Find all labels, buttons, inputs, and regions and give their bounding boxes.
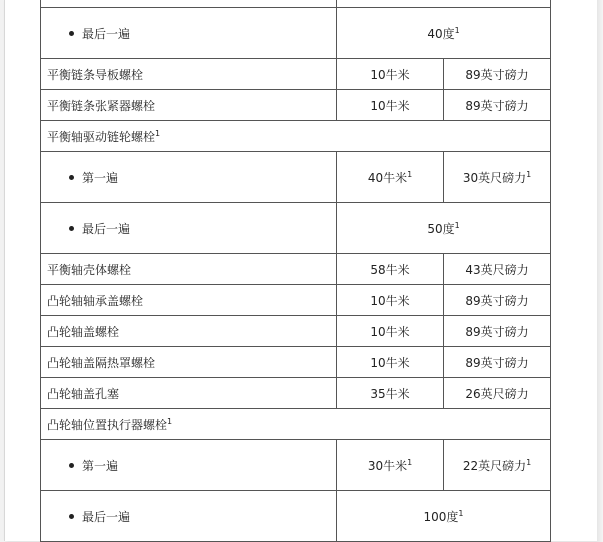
- component-cell: [41, 378, 337, 409]
- metric-value: 10牛米: [370, 355, 410, 370]
- document-page: [4, 0, 598, 541]
- metric-value: 10牛米: [370, 324, 410, 339]
- metric-value: 35牛米: [370, 386, 410, 401]
- english-cell: [444, 59, 551, 90]
- english-cell: [444, 378, 551, 409]
- table-row: [41, 8, 551, 59]
- footnote-marker: 1: [454, 25, 460, 35]
- english-value: 89英寸磅力: [465, 355, 529, 370]
- table-cell: [41, 0, 337, 8]
- footnote-marker: 1: [526, 169, 532, 179]
- metric-value: 58牛米: [370, 262, 410, 277]
- english-value: 43英尺磅力: [465, 262, 529, 277]
- table-cell: [337, 0, 551, 8]
- group-header-label: 平衡轴驱动链轮螺栓: [47, 129, 156, 144]
- component-cell: [41, 59, 337, 90]
- english-cell: [444, 254, 551, 285]
- component-label: 平衡链条张紧器螺栓: [47, 98, 156, 113]
- step-label: 第一遍: [82, 170, 119, 185]
- table-row: [41, 203, 551, 254]
- step-cell: [41, 440, 337, 491]
- bullet-icon: [69, 514, 74, 519]
- component-label: 平衡链条导板螺栓: [47, 67, 144, 82]
- table-row: [41, 254, 551, 285]
- english-value: 89英寸磅力: [465, 324, 529, 339]
- component-cell: [41, 347, 337, 378]
- component-cell: [41, 285, 337, 316]
- footnote-marker: 1: [155, 128, 161, 138]
- table-row: [41, 409, 551, 440]
- torque-spec-table: [40, 0, 551, 542]
- component-label: 凸轮轴轴承盖螺栓: [47, 293, 144, 308]
- metric-value: 40牛米: [367, 170, 408, 185]
- english-value: 89英寸磅力: [465, 293, 529, 308]
- table-row: [41, 90, 551, 121]
- metric-value: 10牛米: [370, 293, 410, 308]
- step-cell: [41, 491, 337, 542]
- table-row: [41, 378, 551, 409]
- angle-value: 100度: [423, 509, 459, 524]
- table-row: [41, 121, 551, 152]
- component-label: 凸轮轴盖隔热罩螺栓: [47, 355, 156, 370]
- footnote-marker: 1: [458, 508, 464, 518]
- table-row: [41, 285, 551, 316]
- angle-value: 40度: [427, 26, 455, 41]
- english-cell: [444, 347, 551, 378]
- english-cell: [444, 285, 551, 316]
- step-label: 最后一遍: [82, 221, 131, 236]
- group-header-cell: [41, 121, 551, 152]
- metric-cell: [337, 440, 444, 491]
- group-header-label: 凸轮轴位置执行器螺栓: [47, 417, 168, 432]
- metric-value: 30牛米: [367, 458, 408, 473]
- footnote-marker: 1: [167, 416, 173, 426]
- english-value: 30英尺磅力: [462, 170, 527, 185]
- metric-cell: [337, 254, 444, 285]
- metric-cell: [337, 285, 444, 316]
- metric-cell: [337, 90, 444, 121]
- metric-cell: [337, 59, 444, 90]
- component-label: 凸轮轴盖孔塞: [47, 386, 120, 401]
- step-label: 最后一遍: [82, 509, 131, 524]
- group-header-cell: [41, 409, 551, 440]
- metric-value: 10牛米: [370, 98, 410, 113]
- table-row: [41, 491, 551, 542]
- metric-cell: [337, 347, 444, 378]
- footnote-marker: 1: [526, 457, 532, 467]
- metric-cell: [337, 152, 444, 203]
- step-label: 第一遍: [82, 458, 119, 473]
- table-row: [41, 59, 551, 90]
- step-label: 最后一遍: [82, 26, 131, 41]
- bullet-icon: [69, 226, 74, 231]
- footnote-marker: 1: [454, 220, 460, 230]
- component-label: 平衡轴壳体螺栓: [47, 262, 132, 277]
- component-cell: [41, 316, 337, 347]
- table-row: [41, 152, 551, 203]
- english-cell: [444, 316, 551, 347]
- footnote-marker: 1: [407, 169, 413, 179]
- step-cell: [41, 152, 337, 203]
- english-value: 89英寸磅力: [465, 98, 529, 113]
- window-edge: [597, 0, 603, 541]
- bullet-icon: [69, 463, 74, 468]
- bullet-icon: [69, 175, 74, 180]
- metric-value: 10牛米: [370, 67, 410, 82]
- component-cell: [41, 90, 337, 121]
- english-value: 26英尺磅力: [465, 386, 529, 401]
- english-value: 89英寸磅力: [465, 67, 529, 82]
- step-cell: [41, 203, 337, 254]
- metric-cell: [337, 378, 444, 409]
- angle-value: 50度: [427, 221, 455, 236]
- metric-cell: [337, 316, 444, 347]
- english-value: 22英尺磅力: [462, 458, 527, 473]
- english-cell: [444, 440, 551, 491]
- component-cell: [41, 254, 337, 285]
- table-row: [41, 440, 551, 491]
- table-row: [41, 347, 551, 378]
- component-label: 凸轮轴盖螺栓: [47, 324, 120, 339]
- angle-cell: [337, 203, 551, 254]
- step-cell: [41, 8, 337, 59]
- angle-cell: [337, 8, 551, 59]
- table-row: [41, 316, 551, 347]
- english-cell: [444, 152, 551, 203]
- footnote-marker: 1: [407, 457, 413, 467]
- angle-cell: [337, 491, 551, 542]
- table-row: [41, 0, 551, 8]
- english-cell: [444, 90, 551, 121]
- bullet-icon: [69, 31, 74, 36]
